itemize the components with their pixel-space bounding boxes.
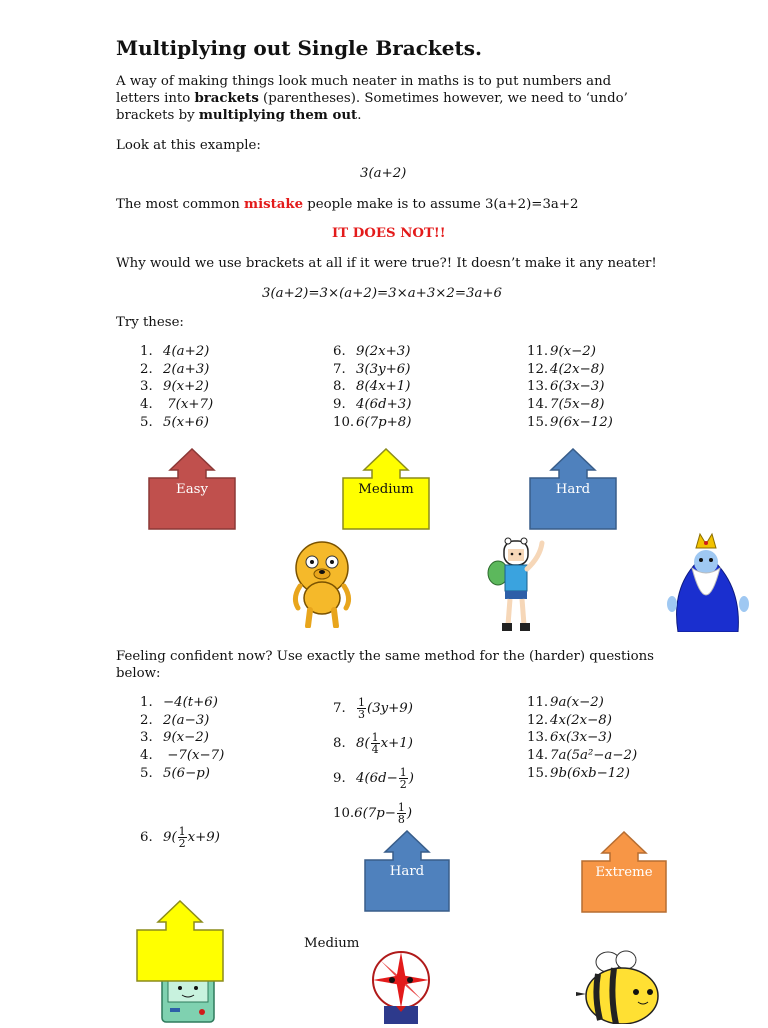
intro-bold-multiplying: multiplying them out <box>198 108 358 123</box>
question-item: 13. 6x(3x−3) <box>527 730 612 746</box>
extreme-label: Extreme <box>595 865 653 880</box>
bee-illustration <box>574 948 670 1028</box>
page-title: Multiplying out Single Brackets. <box>116 36 482 60</box>
question-item: 15. 9(6x−12) <box>527 414 613 430</box>
hard-button-2[interactable] <box>364 830 450 912</box>
hard-button[interactable] <box>529 448 617 530</box>
mistake-text-before: The most common <box>116 197 245 212</box>
easy-button[interactable] <box>148 448 236 530</box>
question-item: 3. 9(x−2) <box>140 730 209 746</box>
question-item: 2. 2(a+3) <box>140 361 210 377</box>
finn-illustration <box>482 535 552 639</box>
question-item: 8. 8(4x+1) <box>333 379 411 395</box>
medium-button-2[interactable] <box>136 900 224 982</box>
question-item: 5. 5(6−p) <box>140 765 210 781</box>
question-item-10: 10.6(7p− $\frac{1}{8}$ ) <box>333 801 413 826</box>
set1-column-1 <box>140 343 213 432</box>
why-text: Why would we use brackets at all if it were true?! It doesn’t make it any neater! <box>116 256 657 271</box>
mistake-text-after: people make is to assume 3(a+2)=3a+2 <box>303 197 579 212</box>
look-text: Look at this example: <box>116 138 261 153</box>
does-not-warning: IT DOES NOT!! <box>332 226 446 241</box>
question-item-7: 7. $\frac{1}{3}$ (3y+9) <box>333 696 413 721</box>
intro-paragraph <box>116 73 656 124</box>
question-item-6: 6. 9( $\frac{1}{2}$ x+9) <box>140 825 220 850</box>
question-item-9: 9. 4(6d− $\frac{1}{2}$ ) <box>333 766 414 791</box>
peppermint-butler-illustration <box>368 950 434 1028</box>
question-item: 14. 7(5x−8) <box>527 397 605 413</box>
question-item: 11. 9a(x−2) <box>527 695 604 710</box>
easy-label: Easy <box>176 482 208 497</box>
question-item-8: 8. 8( $\frac{1}{4}$ x+1) <box>333 731 413 756</box>
question-item: 15. 9b(6xb−12) <box>527 765 630 781</box>
set1-column-2 <box>333 343 411 432</box>
question-item: 4. 7(x+7) <box>140 397 214 413</box>
mistake-word: mistake <box>244 197 304 212</box>
mistake-sentence <box>116 196 656 213</box>
hard-label: Hard <box>555 482 591 497</box>
intro-text-3: . <box>357 108 362 123</box>
question-item: 2. 2(a−3) <box>140 712 210 728</box>
question-item: 1. −4(t+6) <box>140 695 218 710</box>
question-item: 11. 9(x−2) <box>527 344 596 359</box>
example-expression: 3(a+2) <box>360 166 407 181</box>
question-item: 5. 5(x+6) <box>140 414 209 430</box>
question-item: 6. 9(2x+3) <box>333 344 411 359</box>
question-item: 3. 9(x+2) <box>140 379 209 395</box>
try-these-label: Try these: <box>116 315 184 330</box>
medium-label: Medium <box>358 482 414 497</box>
set1-column-3 <box>527 343 613 432</box>
intro-text-2: (parentheses). Sometimes however, we need to ‘undo’ brackets by <box>116 91 628 123</box>
question-item: 12. 4(2x−8) <box>527 361 605 377</box>
intro-bold-brackets: brackets <box>194 91 259 106</box>
confident-text: Feeling confident now? Use exactly the same method for the (harder) questions below: <box>116 649 654 681</box>
question-item: 1. 4(a+2) <box>140 344 210 359</box>
extreme-button[interactable] <box>581 831 667 913</box>
question-item: 9. 4(6d+3) <box>333 397 412 413</box>
set2-column-3 <box>527 694 637 783</box>
set2-column-1 <box>140 694 224 783</box>
question-item: 7. 3(3y+6) <box>333 361 411 377</box>
question-item: 12. 4x(2x−8) <box>527 712 612 728</box>
question-item: 10. 6(7p+8) <box>333 414 412 430</box>
medium-caption: Medium <box>304 936 360 951</box>
question-item: 13. 6(3x−3) <box>527 379 605 395</box>
hard-label-2: Hard <box>389 864 425 879</box>
ice-king-illustration <box>666 532 750 636</box>
working-expression: 3(a+2)=3×(a+2)=3×a+3×2=3a+6 <box>262 286 503 301</box>
intro-text-1: A way of making things look much neater in maths is to put numbers and letters into <box>116 74 612 106</box>
medium-button[interactable] <box>342 448 430 530</box>
jake-dog-illustration <box>290 538 354 632</box>
question-item: 14. 7a(5a²−a−2) <box>527 748 638 764</box>
question-item: 4. −7(x−7) <box>140 748 225 764</box>
